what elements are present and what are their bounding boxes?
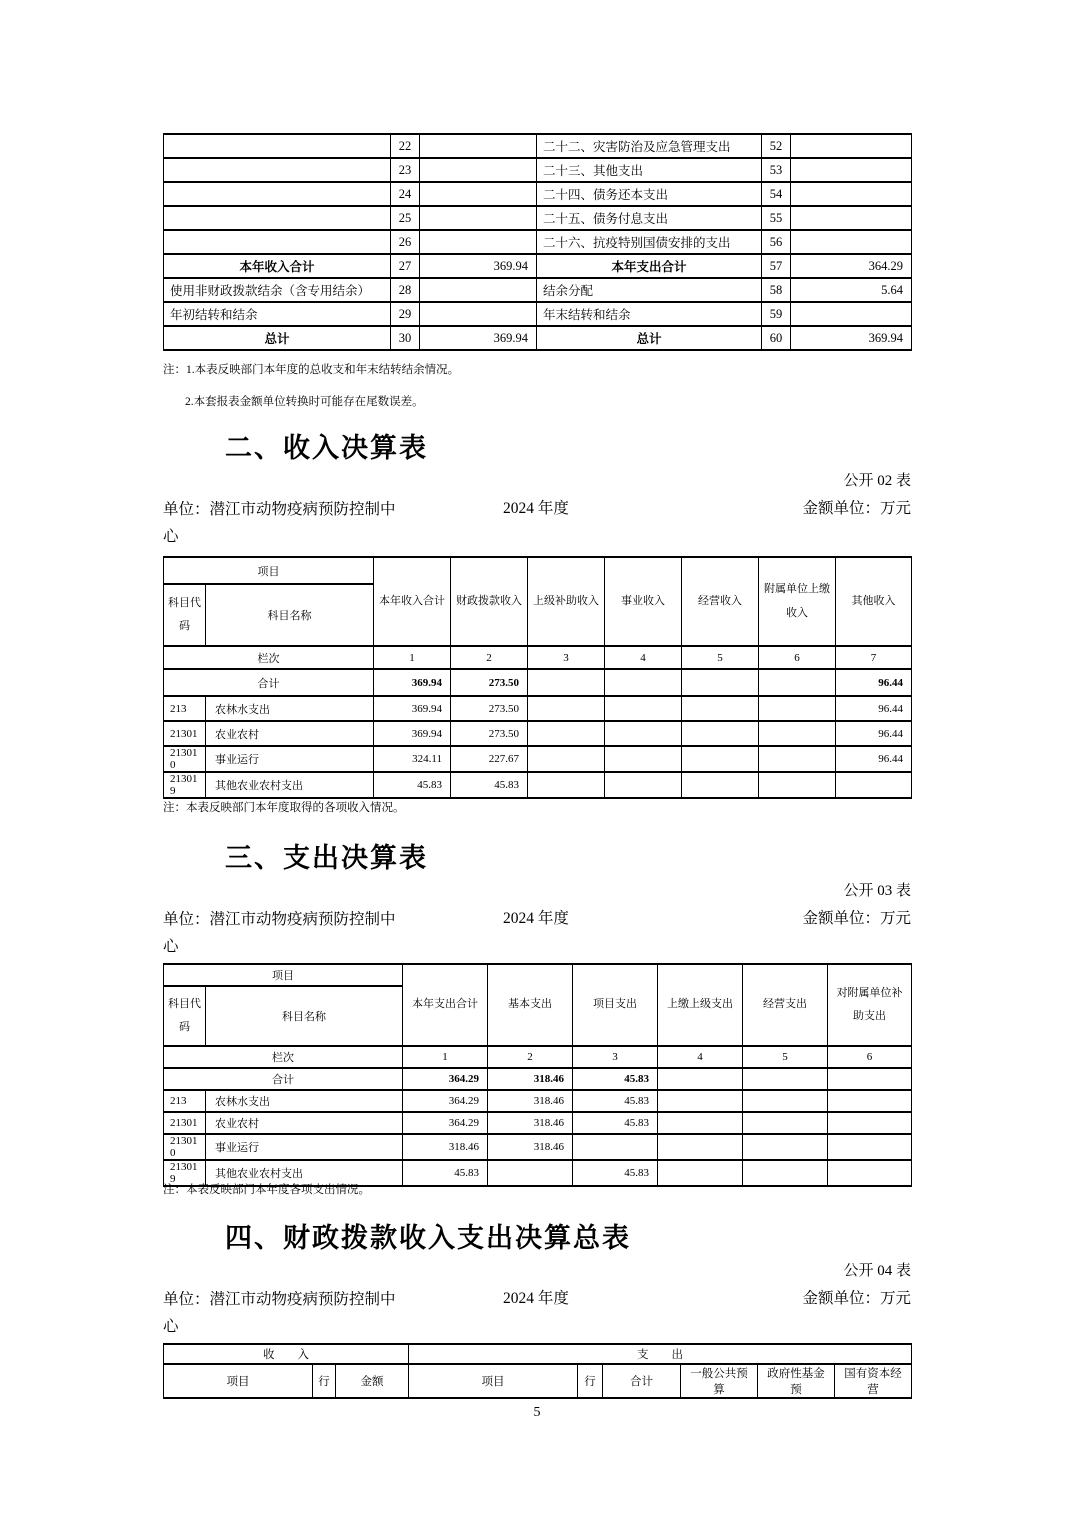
amount-cell: 273.50 bbox=[451, 669, 528, 696]
table-row bbox=[164, 302, 912, 326]
amount-cell bbox=[605, 669, 682, 696]
amount-cell bbox=[743, 1068, 828, 1090]
amount-cell bbox=[759, 746, 836, 772]
column-header: 项目 bbox=[409, 1364, 578, 1398]
amount-cell: 324.11 bbox=[374, 746, 451, 772]
fiscal-table-label: 公开 04 表 bbox=[843, 1263, 911, 1279]
amount-cell bbox=[658, 1068, 743, 1090]
amount-cell: 273.50 bbox=[451, 696, 528, 721]
fiscal-year: 2024 年度 bbox=[503, 910, 569, 927]
subject-code: 21301 bbox=[164, 721, 206, 746]
amount-cell: 318.46 bbox=[488, 1090, 573, 1112]
col-index: 2 bbox=[451, 646, 528, 669]
amount-cell bbox=[488, 1160, 573, 1186]
amount-cell bbox=[420, 134, 537, 158]
expense-item-cell: 二十四、债务还本支出 bbox=[537, 182, 762, 206]
amount-cell: 273.50 bbox=[451, 721, 528, 746]
expense-meta-line bbox=[163, 906, 911, 960]
money-unit: 金额单位：万元 bbox=[802, 910, 911, 927]
subject-code: 213 bbox=[164, 1090, 206, 1112]
column-header: 事业收入 bbox=[605, 557, 682, 646]
amount-cell bbox=[420, 158, 537, 182]
amount-cell: 227.67 bbox=[451, 746, 528, 772]
table-row bbox=[164, 206, 912, 230]
column-header: 本年收入合计 bbox=[374, 557, 451, 646]
org-name: 单位：潜江市动物疫病预防控制中心 bbox=[163, 911, 396, 955]
fiscal-year: 2024 年度 bbox=[503, 500, 569, 517]
data-row bbox=[164, 1112, 912, 1134]
total-income-row bbox=[164, 254, 912, 278]
amount-cell bbox=[605, 696, 682, 721]
amount-cell bbox=[658, 1160, 743, 1186]
name-header: 科目名称 bbox=[206, 584, 374, 646]
code-header: 科目代码 bbox=[164, 986, 206, 1046]
column-header: 基本支出 bbox=[488, 964, 573, 1046]
row-no-cell: 23 bbox=[391, 158, 420, 182]
total-label: 合计 bbox=[164, 1068, 403, 1090]
column-header: 项目支出 bbox=[573, 964, 658, 1046]
column-header: 政府性基金预 bbox=[758, 1364, 835, 1398]
subject-code: 21301 bbox=[164, 1112, 206, 1134]
subject-name: 事业运行 bbox=[206, 1134, 403, 1160]
summary-note-2: 2.本套报表金额单位转换时可能存在尾数误差。 bbox=[185, 396, 424, 408]
expense-table-note: 注：本表反映部门本年度各项支出情况。 bbox=[163, 1184, 370, 1196]
column-header: 经营支出 bbox=[743, 964, 828, 1046]
grand-total-label: 总计 bbox=[164, 326, 391, 350]
row-no-cell: 54 bbox=[762, 182, 791, 206]
amount-cell bbox=[743, 1134, 828, 1160]
data-row bbox=[164, 746, 912, 772]
fiscal-meta-line bbox=[163, 1286, 911, 1340]
amount-cell bbox=[658, 1112, 743, 1134]
amount-cell bbox=[828, 1112, 912, 1134]
fiscal-year: 2024 年度 bbox=[503, 1290, 569, 1307]
subject-name: 农业农村 bbox=[206, 1112, 403, 1134]
row-no-cell: 59 bbox=[762, 302, 791, 326]
subject-name: 农林水支出 bbox=[206, 1090, 403, 1112]
expense-item-cell: 二十三、其他支出 bbox=[537, 158, 762, 182]
income-item-cell bbox=[164, 230, 391, 254]
amount-cell: 318.46 bbox=[488, 1134, 573, 1160]
income-table bbox=[163, 556, 912, 799]
row-no-cell: 22 bbox=[391, 134, 420, 158]
col-index: 3 bbox=[573, 1046, 658, 1068]
column-header: 上缴上级支出 bbox=[658, 964, 743, 1046]
table-row bbox=[164, 278, 912, 302]
col-index: 4 bbox=[658, 1046, 743, 1068]
row-no-cell: 58 bbox=[762, 278, 791, 302]
data-row bbox=[164, 1090, 912, 1112]
header-row bbox=[164, 557, 912, 584]
data-row bbox=[164, 721, 912, 746]
col-index: 1 bbox=[374, 646, 451, 669]
column-header: 附属单位上缴收入 bbox=[759, 557, 836, 646]
amount-cell: 369.94 bbox=[420, 254, 537, 278]
column-index-row bbox=[164, 1046, 912, 1068]
subject-name: 农林水支出 bbox=[206, 696, 374, 721]
column-header: 财政拨款收入 bbox=[451, 557, 528, 646]
amount-cell bbox=[528, 772, 605, 798]
row-no-cell: 28 bbox=[391, 278, 420, 302]
expense-item-cell: 年末结转和结余 bbox=[537, 302, 762, 326]
amount-cell: 318.46 bbox=[488, 1112, 573, 1134]
code-header: 科目代码 bbox=[164, 584, 206, 646]
amount-cell: 5.64 bbox=[791, 278, 912, 302]
amount-cell bbox=[836, 772, 912, 798]
amount-cell: 45.83 bbox=[573, 1090, 658, 1112]
data-row bbox=[164, 1134, 912, 1160]
income-item-cell bbox=[164, 206, 391, 230]
income-item-cell: 使用非财政拨款结余（含专用结余） bbox=[164, 278, 391, 302]
col-index: 5 bbox=[682, 646, 759, 669]
col-index: 7 bbox=[836, 646, 912, 669]
summary-table bbox=[163, 133, 912, 351]
column-header: 行 bbox=[578, 1364, 603, 1398]
column-header: 上级补助收入 bbox=[528, 557, 605, 646]
data-row bbox=[164, 772, 912, 798]
amount-cell bbox=[743, 1160, 828, 1186]
amount-cell: 364.29 bbox=[403, 1112, 488, 1134]
amount-cell bbox=[528, 696, 605, 721]
org-name: 单位：潜江市动物疫病预防控制中心 bbox=[163, 1291, 396, 1335]
amount-cell bbox=[682, 696, 759, 721]
amount-cell: 96.44 bbox=[836, 721, 912, 746]
subject-code: 213010 bbox=[164, 1134, 206, 1160]
subject-name: 事业运行 bbox=[206, 746, 374, 772]
amount-cell: 45.83 bbox=[573, 1068, 658, 1090]
row-no-cell: 29 bbox=[391, 302, 420, 326]
row-no-cell: 56 bbox=[762, 230, 791, 254]
income-table-label: 公开 02 表 bbox=[843, 473, 911, 489]
amount-cell bbox=[528, 669, 605, 696]
row-no-cell: 55 bbox=[762, 206, 791, 230]
column-header: 一般公共预算 bbox=[681, 1364, 758, 1398]
header-row bbox=[164, 1364, 912, 1398]
amount-cell bbox=[759, 696, 836, 721]
subject-code: 213019 bbox=[164, 772, 206, 798]
amount-cell bbox=[759, 669, 836, 696]
amount-cell: 45.83 bbox=[374, 772, 451, 798]
amount-cell bbox=[605, 772, 682, 798]
col-index: 6 bbox=[759, 646, 836, 669]
lanci-label: 栏次 bbox=[164, 1046, 403, 1068]
amount-cell bbox=[573, 1134, 658, 1160]
amount-cell bbox=[420, 182, 537, 206]
income-item-cell: 年初结转和结余 bbox=[164, 302, 391, 326]
income-group-header: 收 入 bbox=[164, 1344, 409, 1364]
money-unit: 金额单位：万元 bbox=[802, 500, 911, 517]
amount-cell bbox=[743, 1090, 828, 1112]
expense-group-header: 支 出 bbox=[409, 1344, 912, 1364]
column-header: 其他收入 bbox=[836, 557, 912, 646]
amount-cell: 318.46 bbox=[488, 1068, 573, 1090]
total-row bbox=[164, 1068, 912, 1090]
column-header: 合计 bbox=[603, 1364, 681, 1398]
table-row bbox=[164, 230, 912, 254]
project-header: 项目 bbox=[164, 964, 403, 986]
amount-cell bbox=[420, 206, 537, 230]
summary-note-1: 注：1.本表反映部门本年度的总收支和年末结转结余情况。 bbox=[163, 364, 460, 376]
table-row bbox=[164, 134, 912, 158]
amount-cell bbox=[420, 278, 537, 302]
grand-total-row bbox=[164, 326, 912, 350]
row-no-cell: 53 bbox=[762, 158, 791, 182]
row-no-cell: 24 bbox=[391, 182, 420, 206]
amount-cell: 369.94 bbox=[374, 721, 451, 746]
income-total-label: 本年收入合计 bbox=[164, 254, 391, 278]
amount-cell: 369.94 bbox=[374, 696, 451, 721]
amount-cell: 369.94 bbox=[420, 326, 537, 350]
income-meta-line bbox=[163, 496, 911, 550]
expense-item-cell: 结余分配 bbox=[537, 278, 762, 302]
amount-cell bbox=[759, 772, 836, 798]
col-index: 3 bbox=[528, 646, 605, 669]
amount-cell: 369.94 bbox=[374, 669, 451, 696]
amount-cell: 364.29 bbox=[403, 1090, 488, 1112]
amount-cell bbox=[743, 1112, 828, 1134]
income-table-note: 注：本表反映部门本年度取得的各项收入情况。 bbox=[163, 802, 405, 814]
row-no-cell: 30 bbox=[391, 326, 420, 350]
project-header: 项目 bbox=[164, 557, 374, 584]
page-content bbox=[163, 0, 911, 1520]
expense-table-label: 公开 03 表 bbox=[843, 883, 911, 899]
amount-cell bbox=[420, 302, 537, 326]
subject-name: 其他农业农村支出 bbox=[206, 772, 374, 798]
subject-code: 213 bbox=[164, 696, 206, 721]
amount-cell bbox=[528, 721, 605, 746]
column-index-row bbox=[164, 646, 912, 669]
column-header: 行 bbox=[313, 1364, 336, 1398]
lanci-label: 栏次 bbox=[164, 646, 374, 669]
column-header: 本年支出合计 bbox=[403, 964, 488, 1046]
expense-item-cell: 二十五、债务付息支出 bbox=[537, 206, 762, 230]
amount-cell bbox=[605, 721, 682, 746]
amount-cell bbox=[791, 182, 912, 206]
expense-section-title: 三、支出决算表 bbox=[225, 843, 428, 873]
amount-cell bbox=[791, 158, 912, 182]
grand-total-label: 总计 bbox=[537, 326, 762, 350]
data-row bbox=[164, 696, 912, 721]
amount-cell bbox=[828, 1090, 912, 1112]
table-row bbox=[164, 182, 912, 206]
table-row bbox=[164, 158, 912, 182]
expense-item-cell: 二十六、抗疫特别国债安排的支出 bbox=[537, 230, 762, 254]
row-no-cell: 57 bbox=[762, 254, 791, 278]
page-number: 5 bbox=[533, 1405, 541, 1420]
amount-cell: 96.44 bbox=[836, 696, 912, 721]
total-label: 合计 bbox=[164, 669, 374, 696]
money-unit: 金额单位：万元 bbox=[802, 1290, 911, 1307]
amount-cell: 45.83 bbox=[451, 772, 528, 798]
amount-cell bbox=[791, 302, 912, 326]
subject-code: 213019 bbox=[164, 1160, 206, 1186]
amount-cell bbox=[528, 746, 605, 772]
row-no-cell: 26 bbox=[391, 230, 420, 254]
row-no-cell: 27 bbox=[391, 254, 420, 278]
amount-cell bbox=[658, 1134, 743, 1160]
row-no-cell: 60 bbox=[762, 326, 791, 350]
amount-cell bbox=[682, 772, 759, 798]
amount-cell bbox=[682, 746, 759, 772]
income-item-cell bbox=[164, 158, 391, 182]
amount-cell bbox=[791, 134, 912, 158]
fiscal-section-title: 四、财政拨款收入支出决算总表 bbox=[225, 1223, 631, 1253]
amount-cell: 364.29 bbox=[791, 254, 912, 278]
column-header: 金额 bbox=[336, 1364, 409, 1398]
income-item-cell bbox=[164, 182, 391, 206]
expense-table bbox=[163, 963, 912, 1187]
amount-cell: 45.83 bbox=[573, 1160, 658, 1186]
subject-code: 213010 bbox=[164, 746, 206, 772]
amount-cell bbox=[682, 721, 759, 746]
amount-cell bbox=[828, 1160, 912, 1186]
amount-cell: 45.83 bbox=[403, 1160, 488, 1186]
col-index: 4 bbox=[605, 646, 682, 669]
fiscal-table bbox=[163, 1343, 912, 1399]
header-row bbox=[164, 1344, 912, 1364]
amount-cell: 364.29 bbox=[403, 1068, 488, 1090]
amount-cell bbox=[791, 206, 912, 230]
org-name: 单位：潜江市动物疫病预防控制中心 bbox=[163, 501, 396, 545]
amount-cell bbox=[682, 669, 759, 696]
expense-item-cell: 二十二、灾害防治及应急管理支出 bbox=[537, 134, 762, 158]
amount-cell bbox=[658, 1090, 743, 1112]
amount-cell: 45.83 bbox=[573, 1112, 658, 1134]
header-row bbox=[164, 964, 912, 986]
income-item-cell bbox=[164, 134, 391, 158]
name-header: 科目名称 bbox=[206, 986, 403, 1046]
column-header: 对附属单位补助支出 bbox=[828, 964, 912, 1046]
col-index: 1 bbox=[403, 1046, 488, 1068]
income-section-title: 二、收入决算表 bbox=[225, 433, 428, 463]
col-index: 2 bbox=[488, 1046, 573, 1068]
amount-cell: 318.46 bbox=[403, 1134, 488, 1160]
amount-cell bbox=[828, 1134, 912, 1160]
subject-name: 农业农村 bbox=[206, 721, 374, 746]
amount-cell: 96.44 bbox=[836, 669, 912, 696]
amount-cell bbox=[759, 721, 836, 746]
amount-cell: 96.44 bbox=[836, 746, 912, 772]
column-header: 国有资本经营 bbox=[835, 1364, 912, 1398]
amount-cell bbox=[828, 1068, 912, 1090]
amount-cell bbox=[791, 230, 912, 254]
col-index: 5 bbox=[743, 1046, 828, 1068]
col-index: 6 bbox=[828, 1046, 912, 1068]
amount-cell bbox=[420, 230, 537, 254]
total-row bbox=[164, 669, 912, 696]
expense-total-label: 本年支出合计 bbox=[537, 254, 762, 278]
subject-name: 其他农业农村支出 bbox=[206, 1160, 403, 1186]
column-header: 项目 bbox=[164, 1364, 313, 1398]
row-no-cell: 25 bbox=[391, 206, 420, 230]
column-header: 经营收入 bbox=[682, 557, 759, 646]
row-no-cell: 52 bbox=[762, 134, 791, 158]
amount-cell bbox=[605, 746, 682, 772]
amount-cell: 369.94 bbox=[791, 326, 912, 350]
